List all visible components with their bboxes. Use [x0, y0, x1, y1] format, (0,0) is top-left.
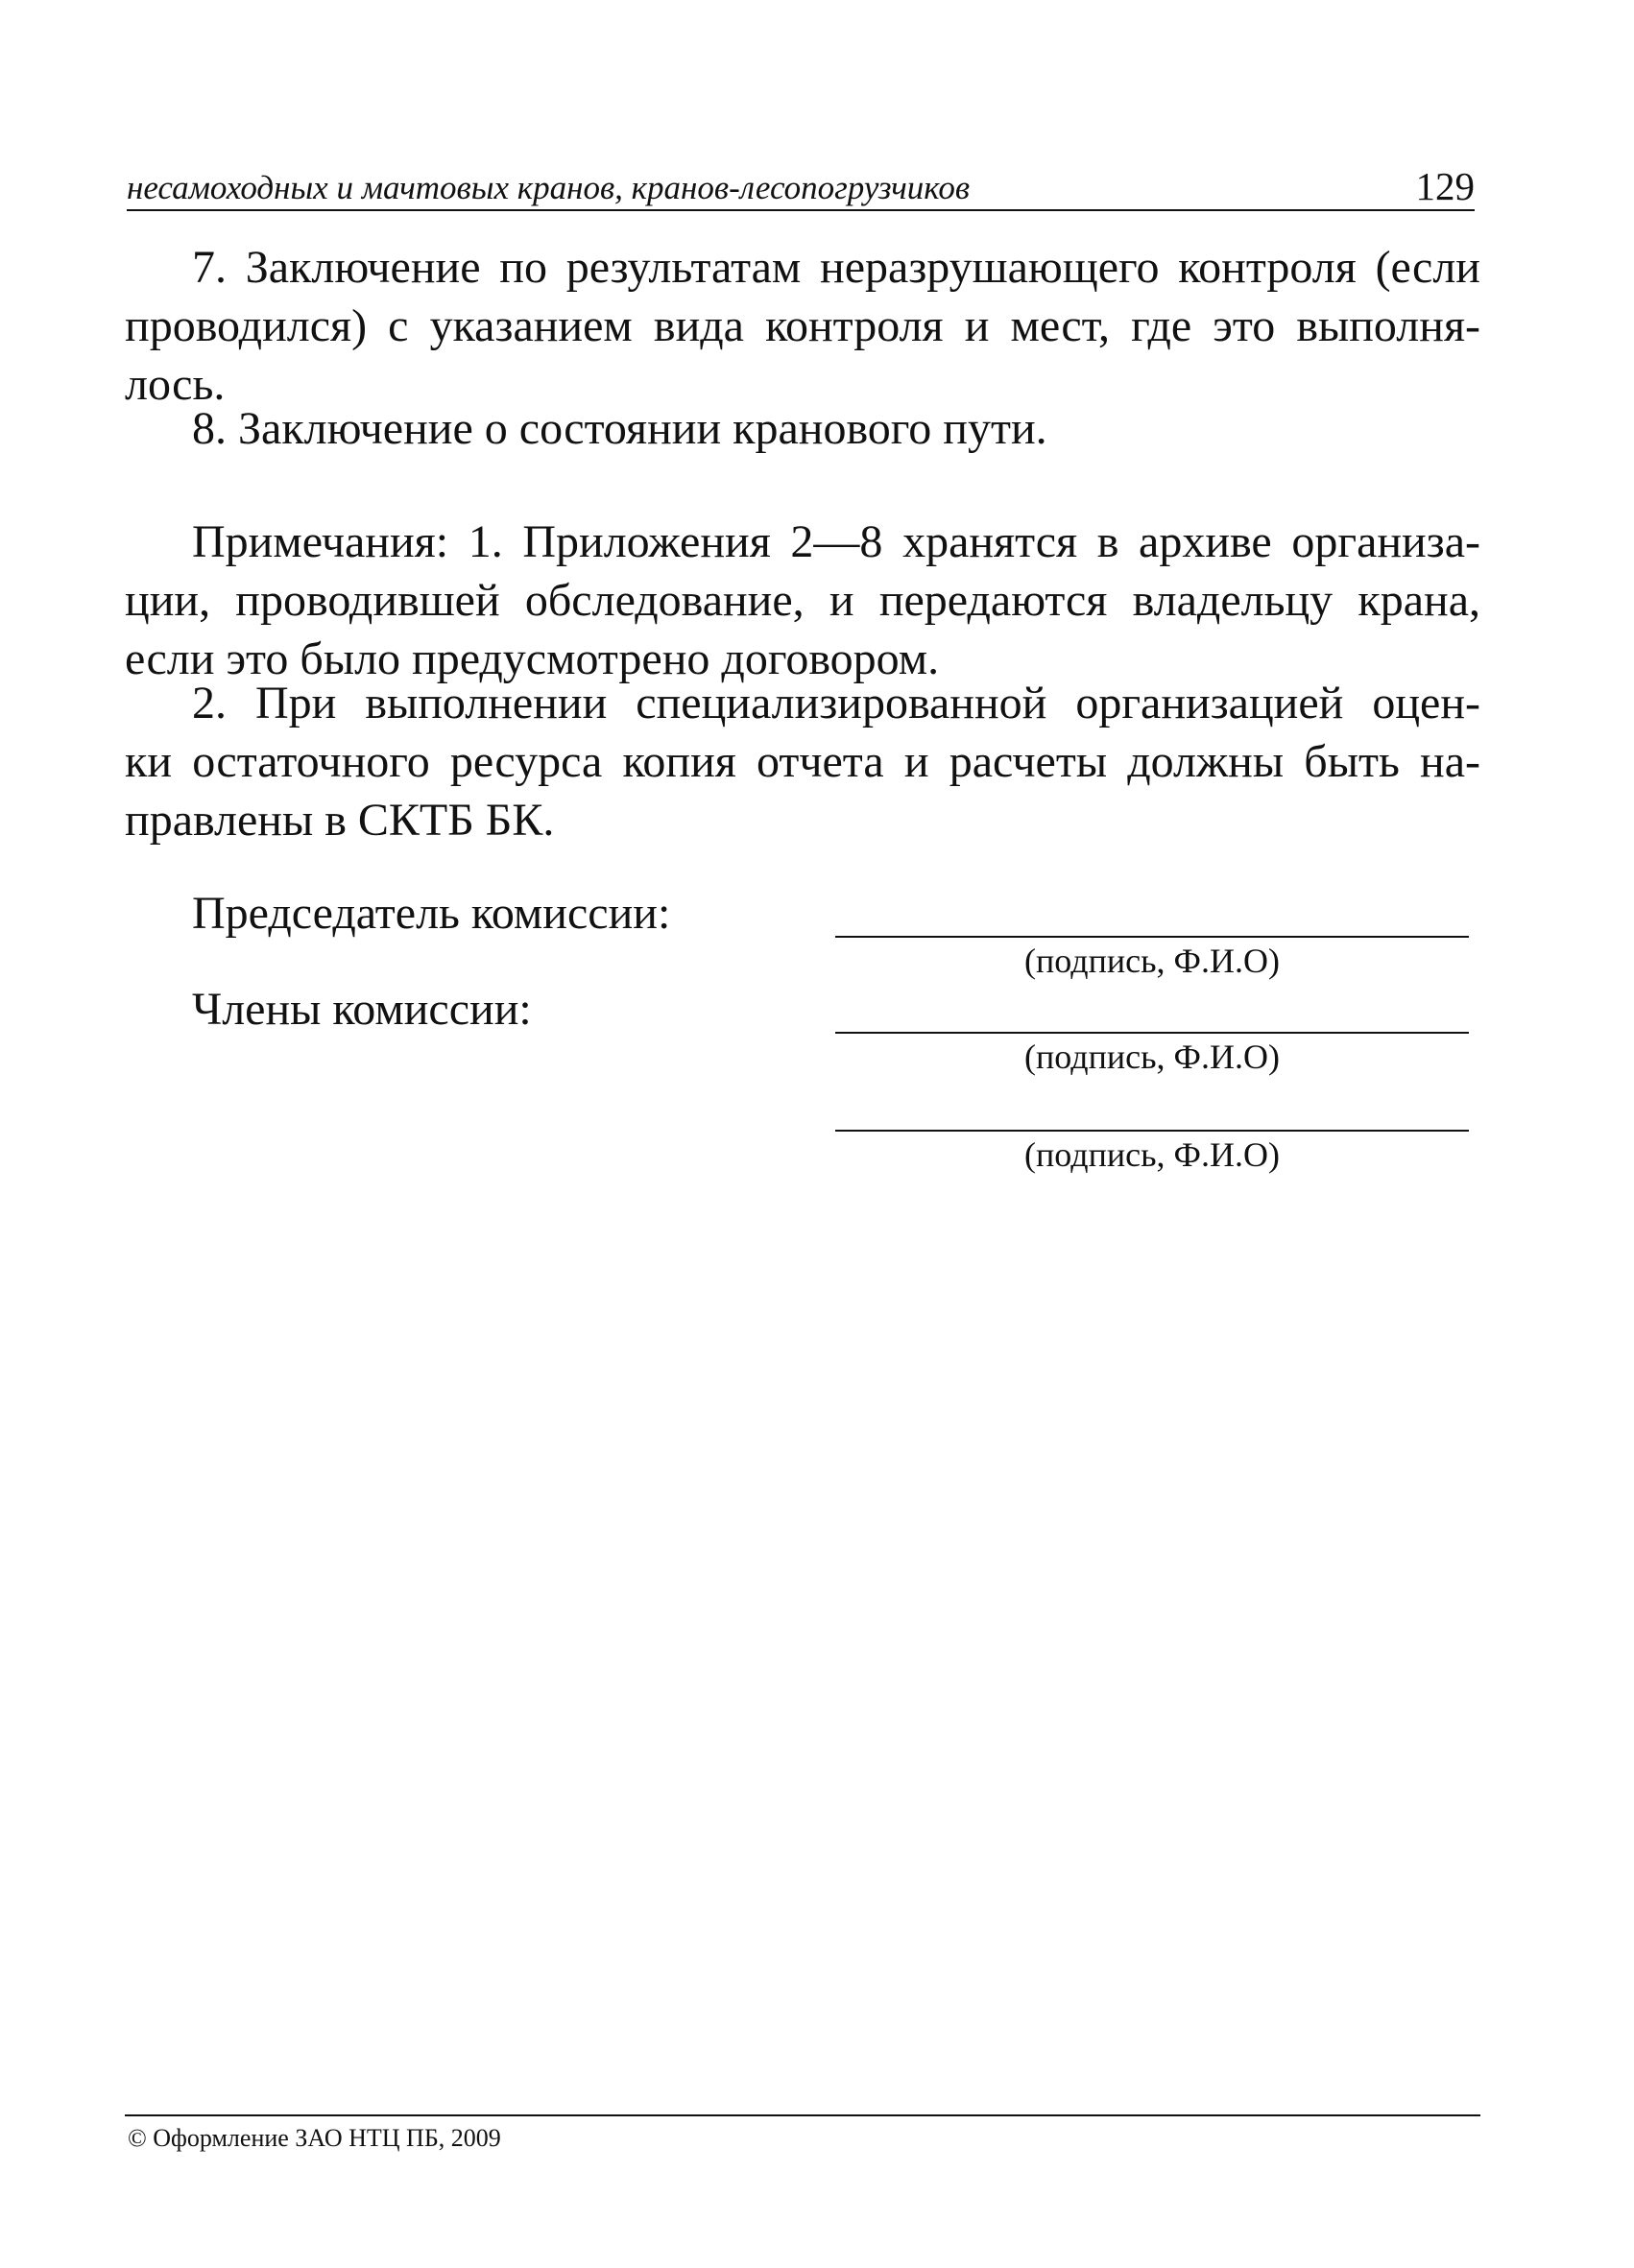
- page-number: 129: [1415, 164, 1475, 208]
- item-8-line: 8. Заключение о состоянии кранового пути.: [192, 403, 1047, 454]
- chairman-label: Председатель комиссии:: [192, 888, 671, 939]
- note-2-paragraph: [125, 674, 1480, 849]
- member-1-signature-line: [835, 1032, 1469, 1034]
- item-7-line-2: проводился) с указанием вида контроля и мест, где это выполня-: [125, 300, 1480, 351]
- members-label: Члены комиссии:: [192, 984, 532, 1035]
- chairman-signature-caption: (подпись, Ф.И.О): [1024, 942, 1280, 980]
- header-title: несамоходных и мачтовых кранов, кранов-лесопогрузчиков: [127, 169, 971, 206]
- note-1-line-3: если это было предусмотрено договором.: [125, 633, 940, 684]
- chairman-signature-line: [835, 936, 1469, 938]
- note-1-paragraph: [125, 513, 1480, 688]
- note-1-line-1: Примечания: 1. Приложения 2—8 хранятся в архиве организа-: [192, 516, 1480, 567]
- footer-rule: [125, 2114, 1480, 2116]
- footer-copyright: © Оформление ЗАО НТЦ ПБ, 2009: [128, 2124, 501, 2152]
- item-8-paragraph: [125, 399, 1480, 458]
- item-7-paragraph: [125, 238, 1480, 414]
- running-header: [127, 163, 1475, 211]
- member-1-signature-caption: (подпись, Ф.И.О): [1024, 1038, 1280, 1076]
- item-7-line-1: 7. Заключение по результатам неразрушающего контроля (если: [192, 242, 1480, 293]
- note-2-line-1: 2. При выполнении специализированной организацией оцен-: [192, 678, 1480, 728]
- member-2-signature-caption: (подпись, Ф.И.О): [1024, 1135, 1280, 1174]
- note-2-line-3: правлены в СКТБ БК.: [125, 795, 555, 846]
- note-2-line-2: ки остаточного ресурса копия отчета и расчеты должны быть на-: [125, 736, 1480, 787]
- item-7-line-3: лось.: [125, 359, 226, 410]
- member-2-signature-line: [835, 1130, 1469, 1132]
- note-1-line-2: ции, проводившей обследование, и передаются владельцу крана,: [125, 575, 1480, 626]
